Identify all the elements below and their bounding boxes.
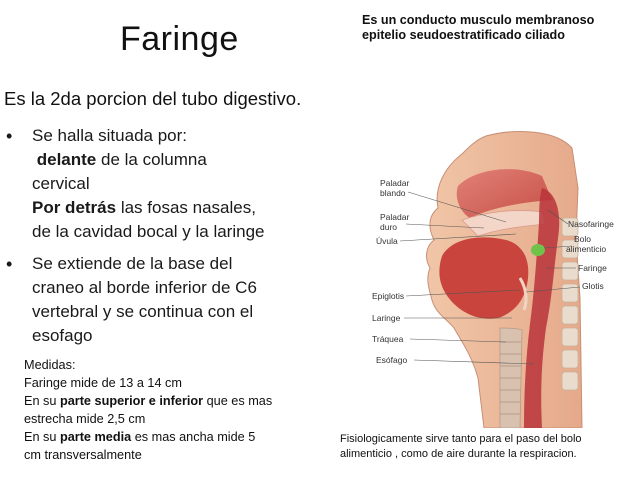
measures-line-2: Faringe mide de 13 a 14 cm bbox=[24, 376, 182, 390]
bullet2-line-1: Se extiende de la base del bbox=[32, 254, 233, 273]
label-epiglotis: Epiglotis bbox=[372, 291, 405, 301]
slide-title: Faringe bbox=[120, 20, 239, 58]
bottom-note-line-1: Fisiologicamente sirve tanto para el paso del bolo bbox=[340, 433, 582, 445]
label-bolo-2: alimenticio bbox=[566, 244, 607, 254]
top-note-line-2: epitelio seudoestratificado ciliado bbox=[362, 28, 565, 42]
bullet1-line-2 bbox=[32, 148, 324, 172]
label-glotis: Glotis bbox=[582, 281, 604, 291]
measures-box bbox=[24, 356, 324, 464]
label-nasofaringe: Nasofaringe bbox=[568, 219, 614, 229]
top-note-line-1: Es un conducto musculo membranoso bbox=[362, 13, 595, 27]
label-paladar-blando-2: blando bbox=[380, 188, 406, 198]
label-paladar-duro-2: duro bbox=[380, 222, 398, 232]
measures-line-5-rest: es mas ancha mide 5 bbox=[131, 430, 256, 444]
measures-line-4: estrecha mide 2,5 cm bbox=[24, 412, 146, 426]
bullet2-line-3: vertebral y se continua con el bbox=[32, 302, 254, 321]
bullet1-line-1: Se halla situada por: bbox=[32, 126, 187, 145]
measures-line-3-pre: En su bbox=[24, 394, 60, 408]
pharynx-anatomy-illustration bbox=[366, 128, 626, 428]
measures-line-1: Medidas: bbox=[24, 358, 76, 372]
bullet2-line-2: craneo al borde inferior de C6 bbox=[32, 278, 257, 297]
bullet1-line-4 bbox=[32, 196, 324, 220]
bullet1-line-5: de la cavidad bocal y la laringe bbox=[32, 222, 265, 241]
bullet-location bbox=[6, 124, 324, 244]
label-uvula: Úvula bbox=[376, 236, 398, 246]
measures-line-5 bbox=[24, 428, 324, 446]
label-bolo-1: Bolo bbox=[574, 234, 592, 244]
slide-subtitle: Es la 2da porcion del tubo digestivo. bbox=[4, 88, 302, 109]
food-bolus bbox=[531, 244, 545, 256]
bullet-dot-icon: • bbox=[6, 254, 13, 274]
label-esofago: Esófago bbox=[376, 355, 408, 365]
label-faringe: Faringe bbox=[578, 263, 607, 273]
label-paladar-blando-1: Paladar bbox=[380, 178, 410, 188]
bottom-right-note bbox=[340, 432, 636, 462]
measures-line-3-rest: que es mas bbox=[203, 394, 273, 408]
bullet1-strong-detras: Por detrás bbox=[32, 198, 117, 217]
bottom-note-line-2: alimenticio , como de aire durante la respiracion. bbox=[340, 448, 577, 460]
bullet1-line-2-rest: de la columna bbox=[96, 150, 207, 169]
label-traquea: Tráquea bbox=[372, 334, 404, 344]
bullet1-line-4-rest: las fosas nasales, bbox=[116, 198, 256, 217]
measures-line-3 bbox=[24, 392, 324, 410]
bullet1-strong-delante: delante bbox=[36, 150, 97, 169]
bullet-dot-icon: • bbox=[6, 126, 13, 146]
bullet2-line-4: esofago bbox=[32, 326, 93, 345]
measures-line-5-pre: En su bbox=[24, 430, 60, 444]
top-right-note bbox=[362, 13, 634, 43]
measures-line-6: cm transversalmente bbox=[24, 448, 142, 462]
bullet-extension bbox=[6, 252, 324, 348]
bullet-list bbox=[6, 124, 324, 348]
label-laringe: Laringe bbox=[372, 313, 401, 323]
measures-strong-superior: parte superior e inferior bbox=[59, 394, 204, 408]
bullet1-line-3: cervical bbox=[32, 174, 90, 193]
measures-strong-media: parte media bbox=[59, 430, 132, 444]
label-paladar-duro-1: Paladar bbox=[380, 212, 410, 222]
